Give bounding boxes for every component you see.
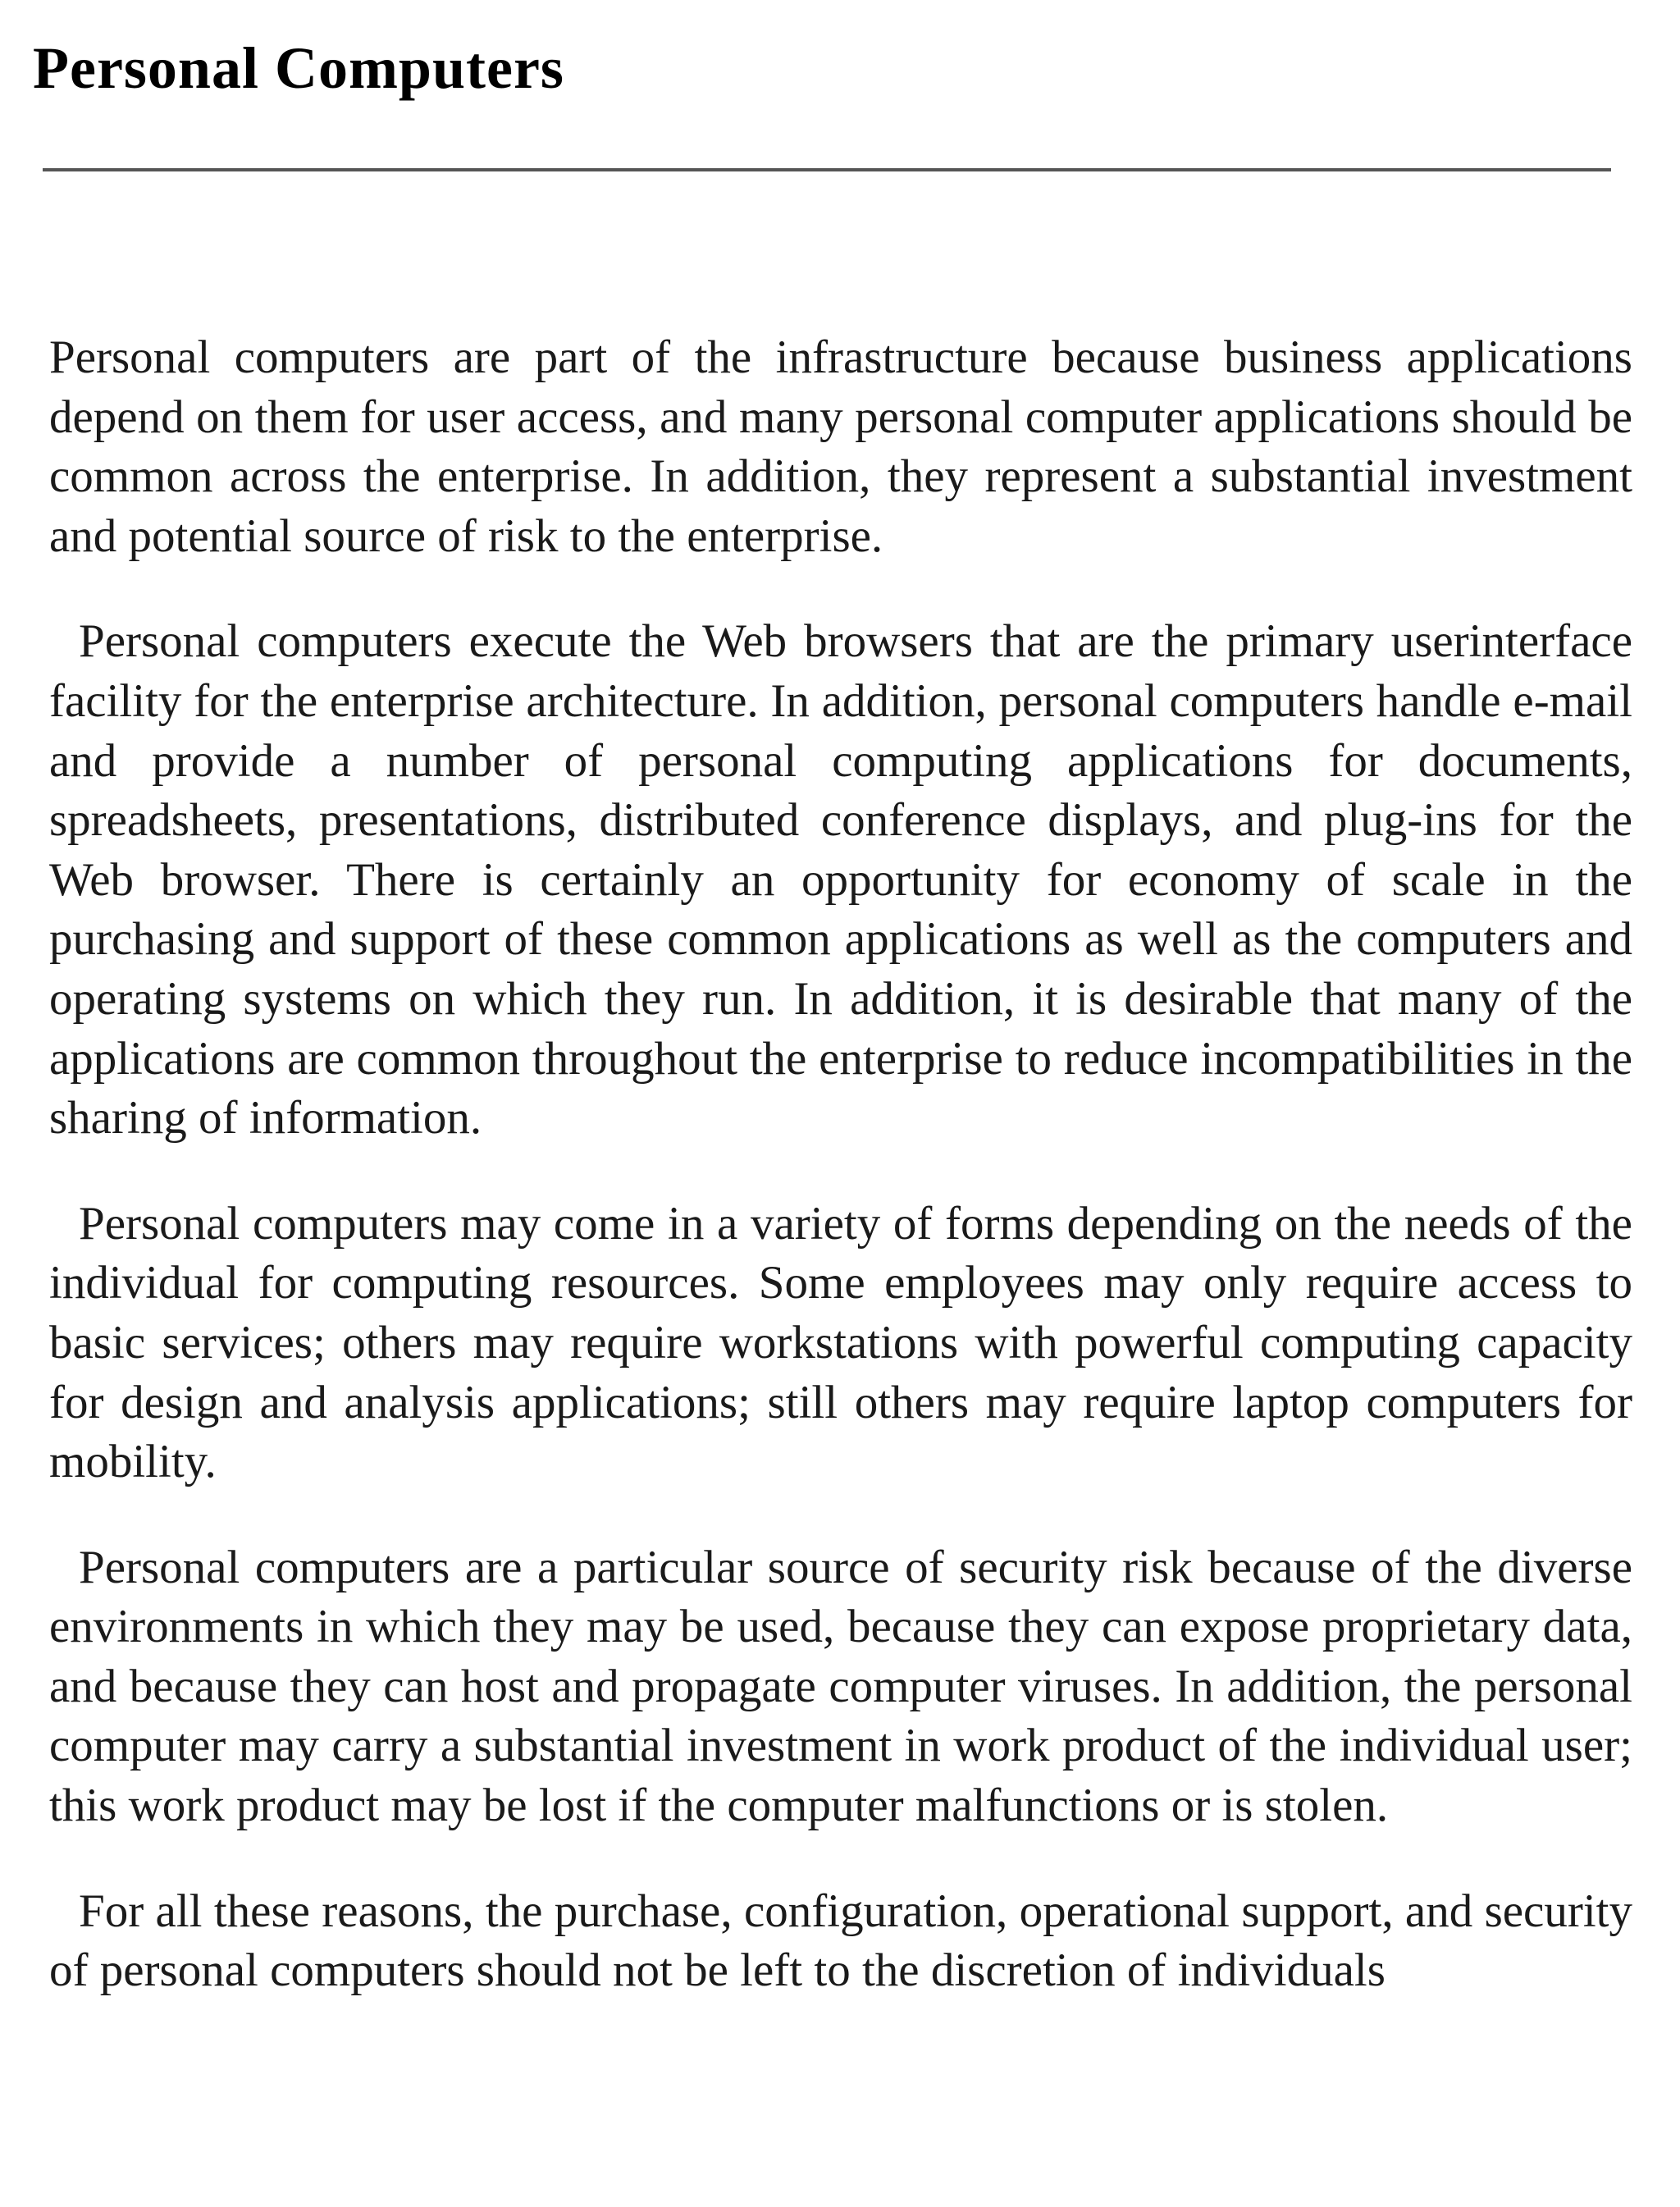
paragraph-3: Personal computers may come in a variety of forms depending on the needs of the individual for computing resources. Some employees may only require access to basic services; others may require workstations with powerful computing capacity for design and analysis applications; still others may require laptop computers for mobility. xyxy=(49,1197,1632,1488)
paragraph-1: Personal computers are part of the infrastructure because business applications depend on them for user access, and many personal computer applications should be common across the enterprise. In addition, they represent a substantial investment and potential source of risk to the enterprise. xyxy=(49,331,1632,562)
paragraph-2: Personal computers execute the Web browsers that are the primary userinterface facility for the enterprise architecture. In addition, personal computers handle e-mail and provide a number of personal computing applications for documents, spreadsheets, presentations, distributed conference displays, and plug-ins for the Web browser. There is certainly an opportunity for economy of scale in the purchasing and support of these common applications as well as the computers and operating systems on which they run. In addition, it is desirable that many of the applications are common throughout the enterprise to reduce incompatibilities in the sharing of information. xyxy=(49,615,1632,1145)
body-text xyxy=(49,328,1632,2001)
paragraph-5: For all these reasons, the purchase, configuration, operational support, and security of personal computers should not be left to the discretion of individuals xyxy=(49,1885,1632,1997)
paragraph-4: Personal computers are a particular source of security risk because of the diverse environments in which they may be used, because they can expose proprietary data, and because they can host and propagate computer viruses. In addition, the personal computer may carry a substantial investment in work product of the individual user; this work product may be lost if the computer malfunctions or is stolen. xyxy=(49,1541,1632,1832)
title-divider xyxy=(43,168,1611,171)
page-title: Personal Computers xyxy=(33,35,564,101)
